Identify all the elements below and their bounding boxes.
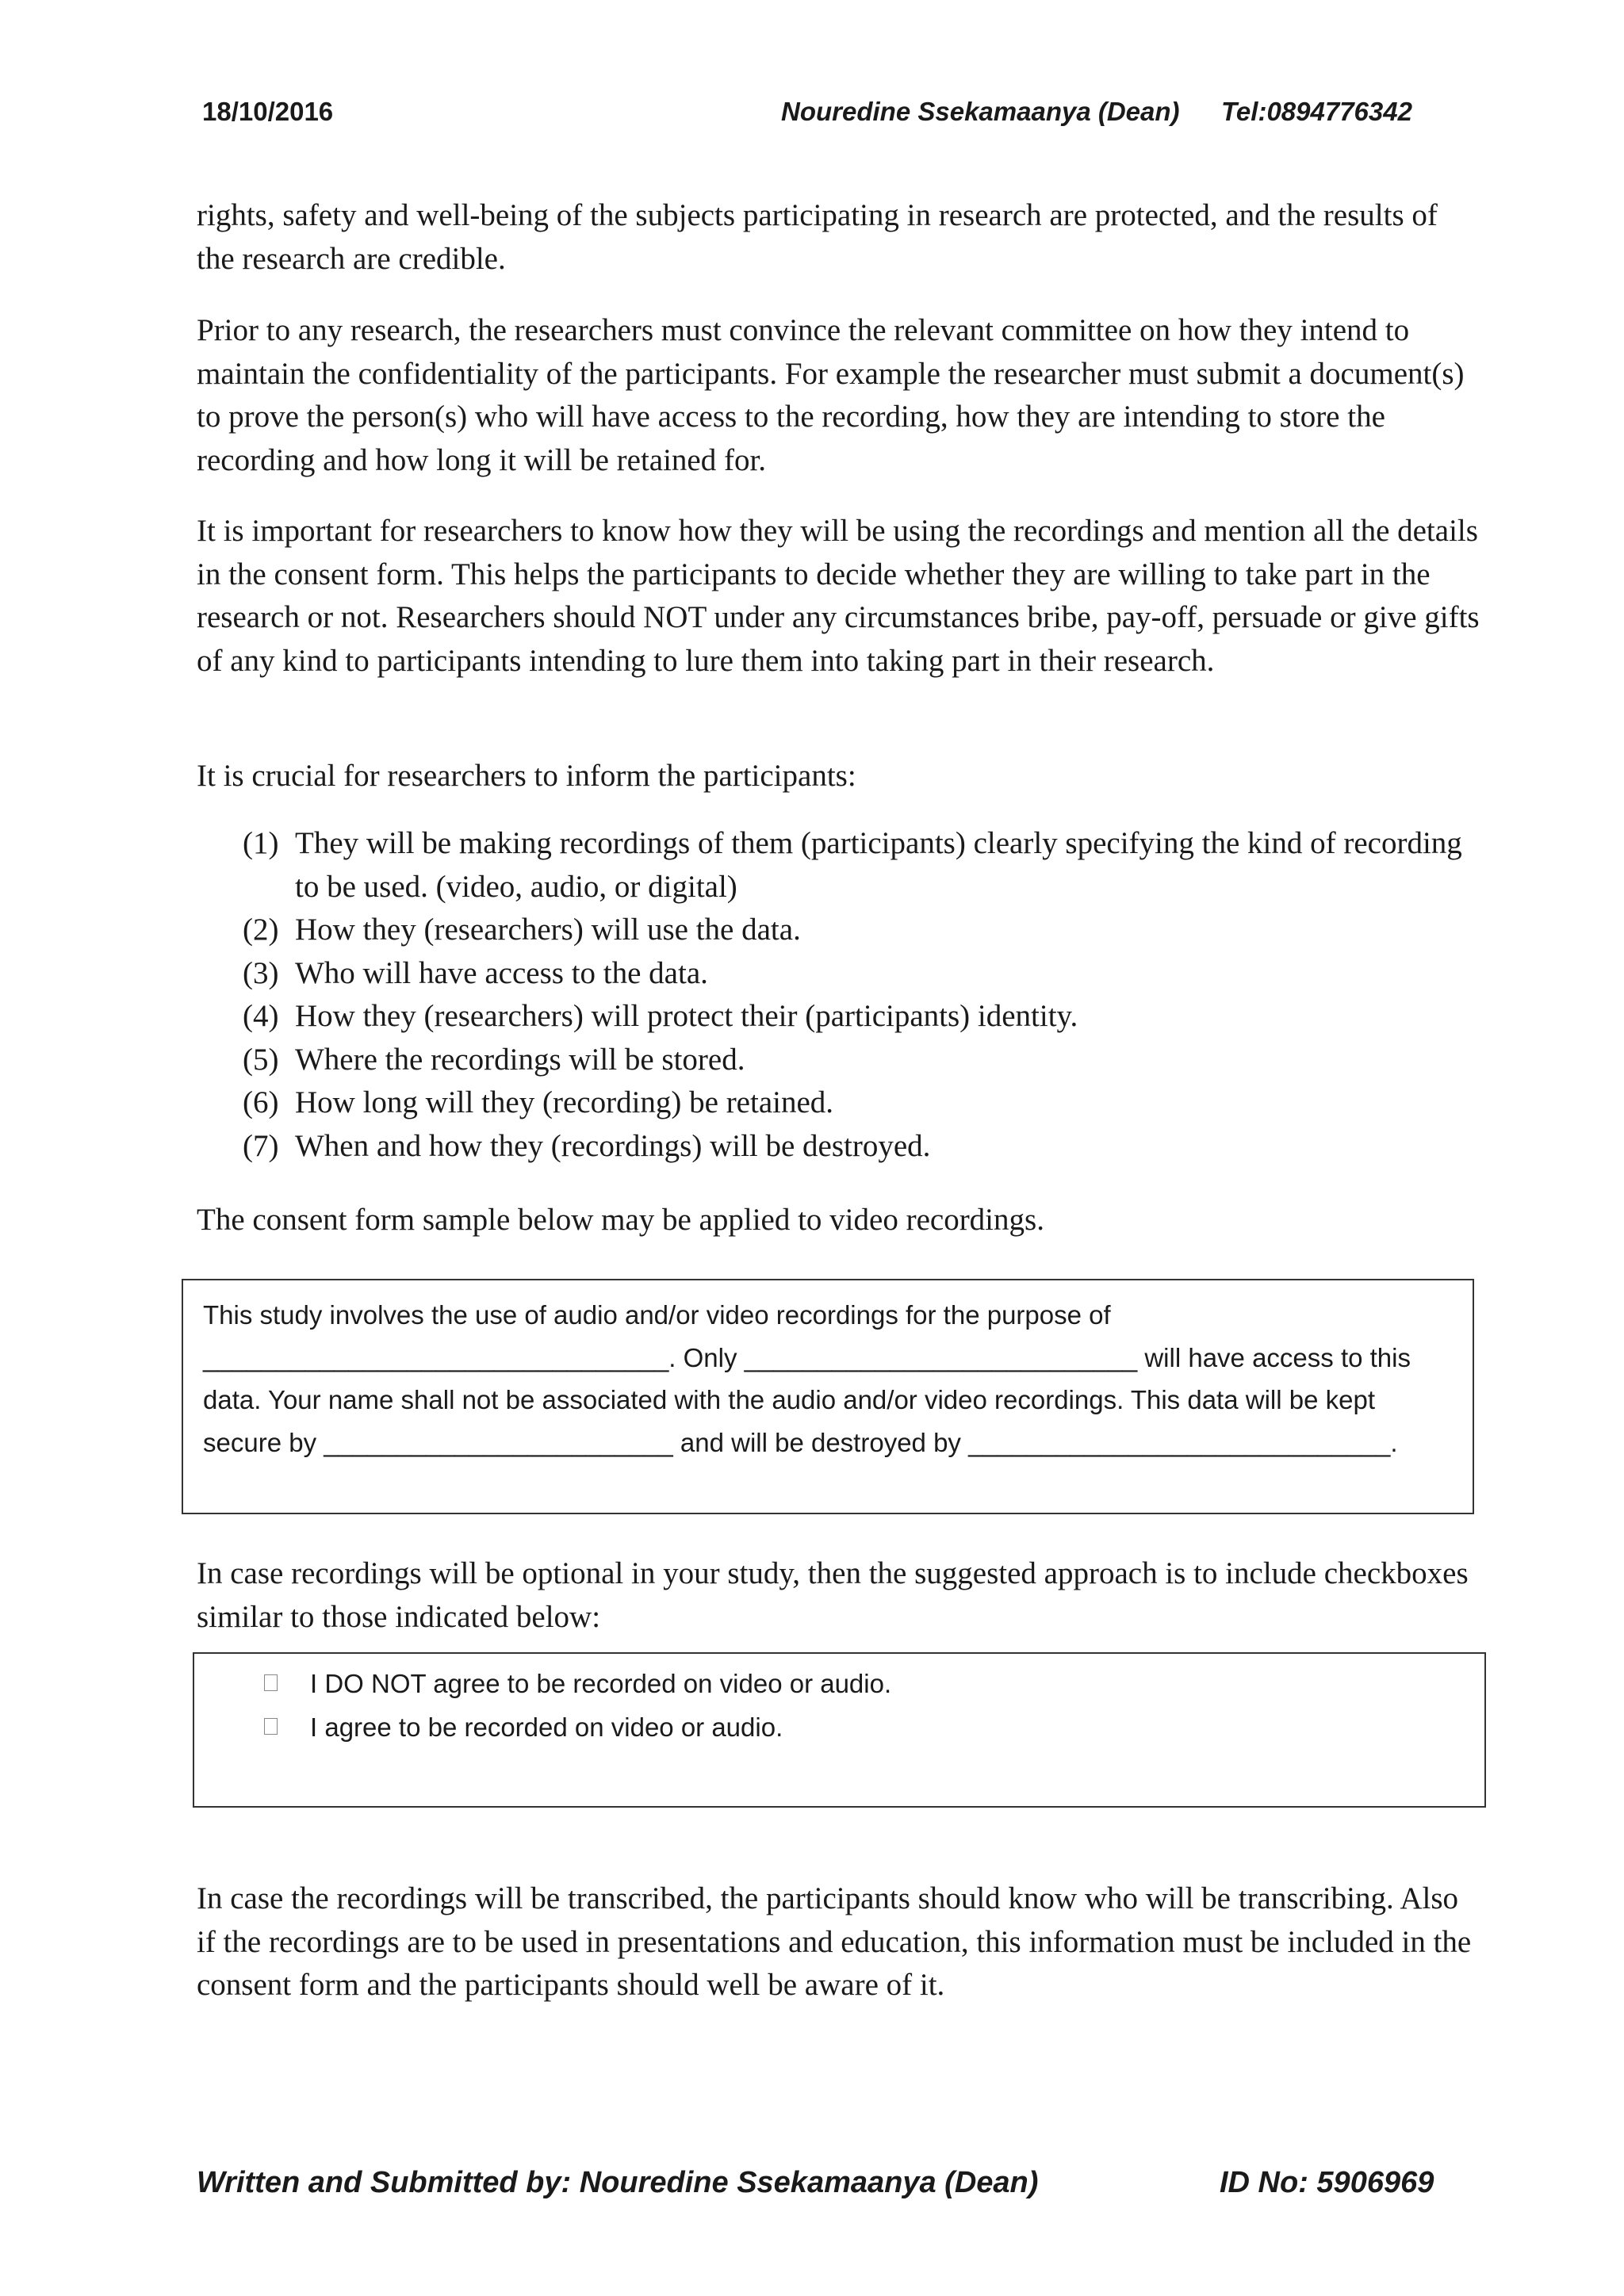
checkbox-label: I agree to be recorded on video or audio. bbox=[310, 1712, 783, 1742]
list-text: Who will have access to the data. bbox=[295, 955, 708, 990]
list-number: (2) bbox=[243, 913, 279, 947]
list-number: (3) bbox=[243, 955, 279, 990]
paragraph-important: It is important for researchers to know how they will be using the recordings and mention all the details in the consent form. This helps the participants to decide whether they are willing to take part in the research or not. Researchers should NOT under any circumstances bribe, pay-off, persuade or give gifts of any kind to participants intending to lure them into taking part in their research. bbox=[197, 514, 1480, 678]
consent-form-sample-box bbox=[182, 1279, 1474, 1514]
consent-line-1: This study involves the use of audio and/or video recordings for the purpose of bbox=[203, 1300, 1111, 1330]
list-item bbox=[243, 1039, 1480, 1082]
consent-line-4: secure by ________________________ and will be destroyed by _____________________________. bbox=[203, 1428, 1398, 1457]
list-number: (4) bbox=[243, 999, 279, 1033]
list-text: They will be making recordings of them (participants) clearly specifying the kind of recording to be used. (video, audio, or digital) bbox=[295, 826, 1462, 904]
consent-line-2: ________________________________. Only ___________________________ will have access to this bbox=[203, 1343, 1411, 1372]
header-tel: Tel:0894776342 bbox=[1221, 97, 1412, 126]
paragraph-crucial: It is crucial for researchers to inform the participants: bbox=[197, 759, 856, 793]
checkbox-not-agree[interactable] bbox=[264, 1674, 278, 1691]
list-number: (5) bbox=[243, 1042, 279, 1077]
page-header bbox=[0, 97, 1624, 136]
checkbox-label: I DO NOT agree to be recorded on video or audio. bbox=[310, 1669, 892, 1698]
header-author: Nouredine Ssekamaanya (Dean) bbox=[781, 97, 1180, 126]
list-text: How long will they (recording) be retained. bbox=[295, 1085, 834, 1119]
list-item bbox=[243, 909, 1480, 952]
consent-line-3: data. Your name shall not be associated with the audio and/or video recordings. This data will be kept bbox=[203, 1385, 1375, 1414]
footer-submitted-by: Written and Submitted by: Nouredine Ssekamaanya (Dean) bbox=[197, 2166, 1039, 2199]
list-text: How they (researchers) will use the data. bbox=[295, 913, 801, 947]
list-text: Where the recordings will be stored. bbox=[295, 1042, 745, 1077]
list-text: How they (researchers) will protect their (participants) identity. bbox=[295, 999, 1078, 1033]
list-item bbox=[243, 822, 1480, 909]
list-number: (7) bbox=[243, 1128, 279, 1163]
list-number: (6) bbox=[243, 1085, 279, 1119]
page-footer bbox=[0, 2166, 1624, 2206]
list-item bbox=[243, 1081, 1480, 1125]
inform-list bbox=[243, 822, 1480, 1168]
list-text: When and how they (recordings) will be destroyed. bbox=[295, 1128, 931, 1163]
list-item bbox=[243, 995, 1480, 1039]
paragraph-optional-recordings: In case recordings will be optional in your study, then the suggested approach is to include checkboxes similar to those indicated below: bbox=[197, 1556, 1469, 1634]
checkbox-sample-box bbox=[193, 1652, 1486, 1808]
paragraph-consent-sample: The consent form sample below may be applied to video recordings. bbox=[197, 1203, 1044, 1237]
checkbox-agree[interactable] bbox=[264, 1718, 278, 1735]
header-date: 18/10/2016 bbox=[202, 97, 334, 126]
paragraph-transcribed: In case the recordings will be transcribed, the participants should know who will be transcribing. Also if the recordings are to be used in presentations and education, this information must be included in the consent form and the participants should well be aware of it. bbox=[197, 1881, 1472, 2002]
list-item bbox=[243, 1125, 1480, 1169]
paragraph-rights: rights, safety and well-being of the subjects participating in research are protected, and the results of the research are credible. bbox=[197, 198, 1438, 276]
list-item bbox=[243, 952, 1480, 996]
footer-id: ID No: 5906969 bbox=[1220, 2166, 1434, 2199]
paragraph-prior-research: Prior to any research, the researchers must convince the relevant committee on how they intend to maintain the confidentiality of the participants. For example the researcher must submit a document(s) to prove the person(s) who will have access to the recording, how they are intending to store the recording and how long it will be retained for. bbox=[197, 313, 1465, 477]
list-number: (1) bbox=[243, 826, 279, 860]
